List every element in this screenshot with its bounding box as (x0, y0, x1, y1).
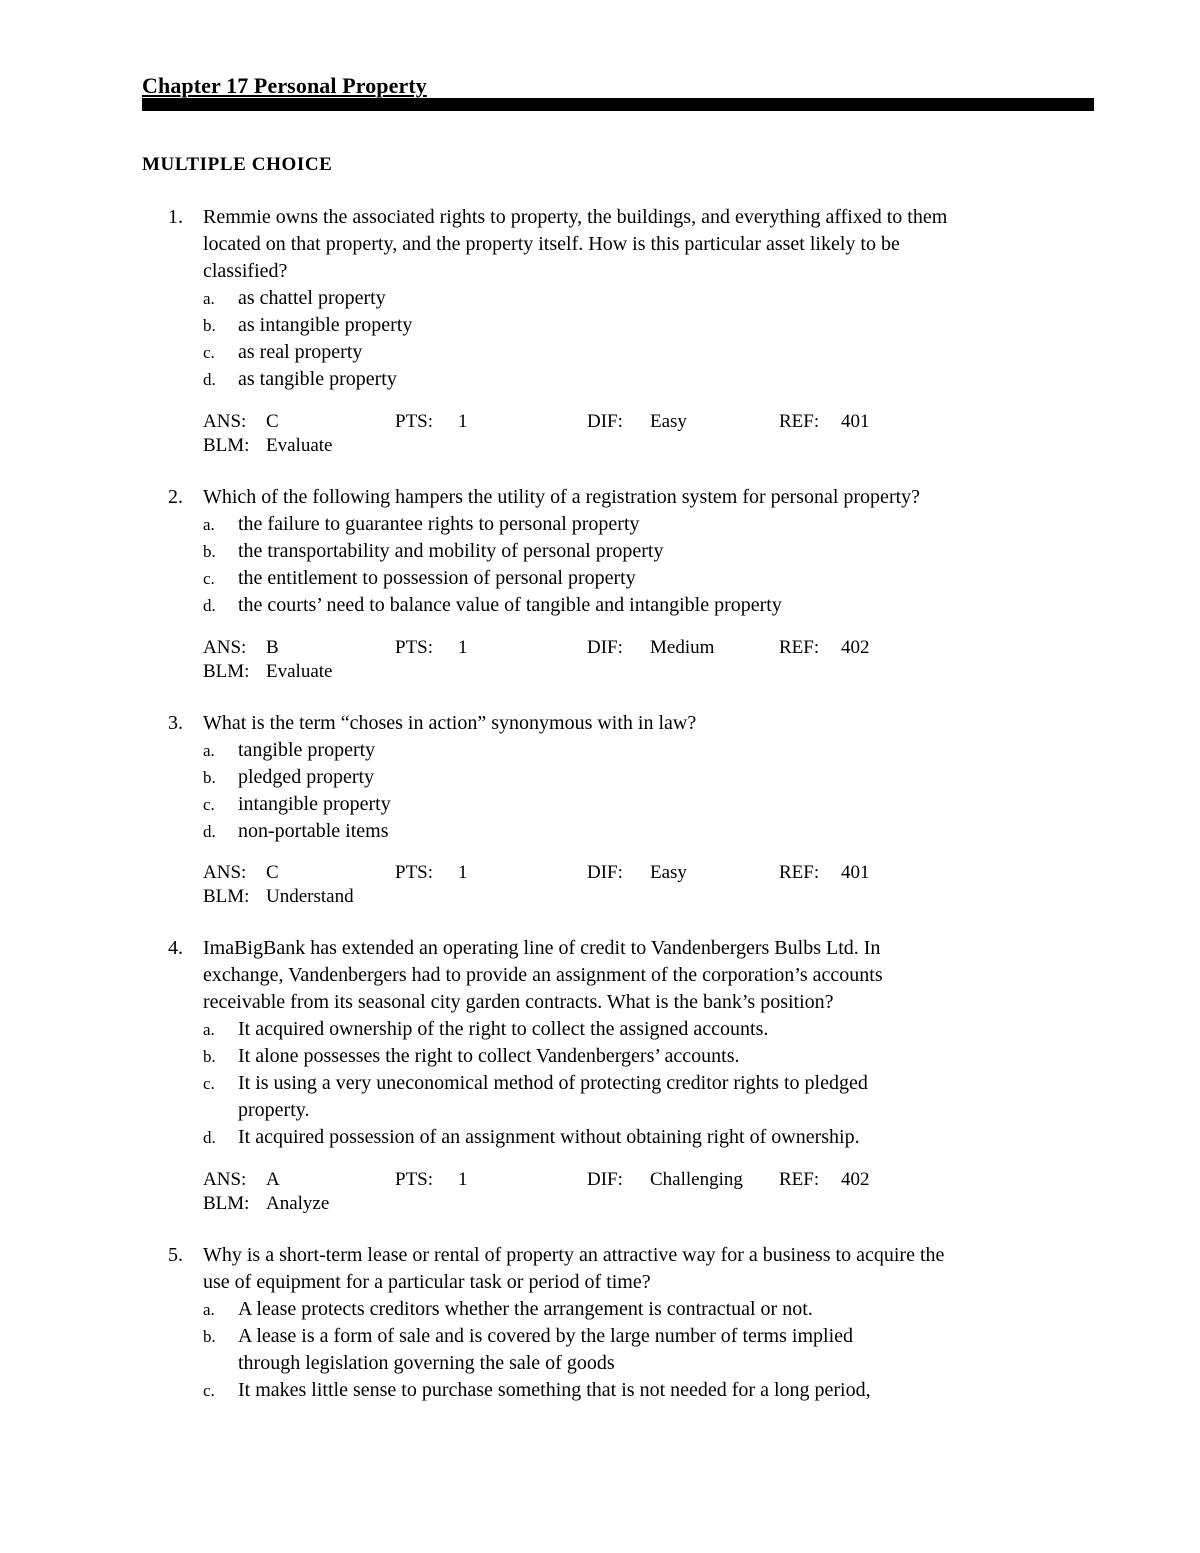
chapter-title: Chapter 17 Personal Property (142, 73, 427, 98)
ref-value: 401 (841, 411, 870, 432)
stem-line: What is the term “choses in action” synonymous with in law? (203, 712, 697, 734)
choice-text: It is using a very uneconomical method of protecting creditor rights to pledged (238, 1072, 868, 1094)
ref-label: REF: (779, 411, 820, 432)
ans-label: ANS: (203, 862, 247, 883)
choice-text: the transportability and mobility of personal property (238, 540, 664, 562)
choice-text: through legislation governing the sale of goods (238, 1352, 615, 1374)
question-stem (203, 710, 1088, 737)
stem-line: Which of the following hampers the utility of a registration system for personal property? (203, 486, 921, 508)
choice-letter: a. (203, 1300, 215, 1319)
choice-letter: a. (203, 741, 215, 760)
stem-line: located on that property, and the property itself. How is this particular asset likely to be (203, 233, 900, 255)
ans-label: ANS: (203, 637, 247, 658)
pts-label: PTS: (395, 411, 434, 432)
choice-text: the failure to guarantee rights to personal property (238, 513, 640, 535)
choice-letter: b. (203, 1327, 216, 1346)
blm-label: BLM: (203, 435, 250, 456)
choice-text: as tangible property (238, 368, 397, 390)
stem-line: exchange, Vandenbergers had to provide an assignment of the corporation’s accounts (203, 964, 883, 986)
choice-text: intangible property (238, 793, 391, 815)
stem-line: classified? (203, 260, 288, 282)
choice-letter: d. (203, 370, 216, 389)
choice-text: tangible property (238, 739, 376, 761)
choice-text: It alone possesses the right to collect Vandenbergers’ accounts. (238, 1045, 740, 1067)
question-number: 1. (168, 206, 183, 228)
ans-value: A (266, 1169, 280, 1190)
question-stem (203, 204, 1088, 285)
dif-value: Easy (650, 411, 687, 432)
ans-label: ANS: (203, 411, 247, 432)
pts-value: 1 (458, 411, 468, 432)
blm-label: BLM: (203, 886, 250, 907)
blm-value: Evaluate (266, 661, 333, 682)
question-stem (203, 484, 1088, 511)
choice-letter: c. (203, 343, 215, 362)
ref-label: REF: (779, 637, 820, 658)
ref-value: 402 (841, 1169, 870, 1190)
choice-letter: d. (203, 822, 216, 841)
stem-line: receivable from its seasonal city garden contracts. What is the bank’s position? (203, 991, 834, 1013)
choice-letter: c. (203, 569, 215, 588)
choice-text: It acquired ownership of the right to collect the assigned accounts. (238, 1018, 769, 1040)
choice-letter: b. (203, 542, 216, 561)
dif-label: DIF: (587, 411, 623, 432)
title-rule (142, 98, 1094, 111)
choice-text: as chattel property (238, 287, 386, 309)
dif-value: Easy (650, 862, 687, 883)
blm-value: Understand (266, 886, 354, 907)
ans-value: B (266, 637, 279, 658)
dif-label: DIF: (587, 637, 623, 658)
choice-text: property. (238, 1099, 310, 1121)
stem-line: Why is a short-term lease or rental of property an attractive way for a business to acquire the (203, 1244, 945, 1266)
choice-letter: d. (203, 596, 216, 615)
choice-text: as intangible property (238, 314, 413, 336)
ref-value: 402 (841, 637, 870, 658)
choice-letter: b. (203, 768, 216, 787)
pts-label: PTS: (395, 637, 434, 658)
choice-text: as real property (238, 341, 363, 363)
choice-letter: c. (203, 1074, 215, 1093)
blm-value: Evaluate (266, 435, 333, 456)
blm-label: BLM: (203, 661, 250, 682)
choice-text: It acquired possession of an assignment without obtaining right of ownership. (238, 1126, 860, 1148)
choice-letter: a. (203, 289, 215, 308)
dif-label: DIF: (587, 862, 623, 883)
choice-text: It makes little sense to purchase something that is not needed for a long period, (238, 1379, 871, 1401)
choice-text: the courts’ need to balance value of tangible and intangible property (238, 594, 782, 616)
choice-text: the entitlement to possession of personal property (238, 567, 636, 589)
pts-value: 1 (458, 862, 468, 883)
question-number: 3. (168, 712, 183, 734)
ans-value: C (266, 411, 279, 432)
choice-letter: a. (203, 1020, 215, 1039)
choice-text: pledged property (238, 766, 375, 788)
choice-text: A lease protects creditors whether the arrangement is contractual or not. (238, 1298, 813, 1320)
choice-letter: c. (203, 1381, 215, 1400)
question-stem (203, 935, 1088, 1016)
choice-letter: a. (203, 515, 215, 534)
ref-label: REF: (779, 862, 820, 883)
stem-line: ImaBigBank has extended an operating line of credit to Vandenbergers Bulbs Ltd. In (203, 937, 881, 959)
pts-label: PTS: (395, 1169, 434, 1190)
question-stem (203, 1242, 1088, 1296)
dif-value: Challenging (650, 1169, 743, 1190)
choice-letter: c. (203, 795, 215, 814)
question-number: 4. (168, 937, 183, 959)
choice-text: non-portable items (238, 820, 389, 842)
dif-label: DIF: (587, 1169, 623, 1190)
pts-value: 1 (458, 637, 468, 658)
blm-value: Analyze (266, 1193, 330, 1214)
question-number: 2. (168, 486, 183, 508)
question-number: 5. (168, 1244, 183, 1266)
stem-line: Remmie owns the associated rights to property, the buildings, and everything affixed to them (203, 206, 948, 228)
pts-label: PTS: (395, 862, 434, 883)
ref-label: REF: (779, 1169, 820, 1190)
ans-value: C (266, 862, 279, 883)
ref-value: 401 (841, 862, 870, 883)
blm-label: BLM: (203, 1193, 250, 1214)
stem-line: use of equipment for a particular task or period of time? (203, 1271, 651, 1293)
choice-letter: d. (203, 1128, 216, 1147)
choice-text: A lease is a form of sale and is covered by the large number of terms implied (238, 1325, 853, 1347)
choice-letter: b. (203, 1047, 216, 1066)
dif-value: Medium (650, 637, 715, 658)
section-heading: MULTIPLE CHOICE (142, 154, 333, 175)
choice-letter: b. (203, 316, 216, 335)
pts-value: 1 (458, 1169, 468, 1190)
ans-label: ANS: (203, 1169, 247, 1190)
